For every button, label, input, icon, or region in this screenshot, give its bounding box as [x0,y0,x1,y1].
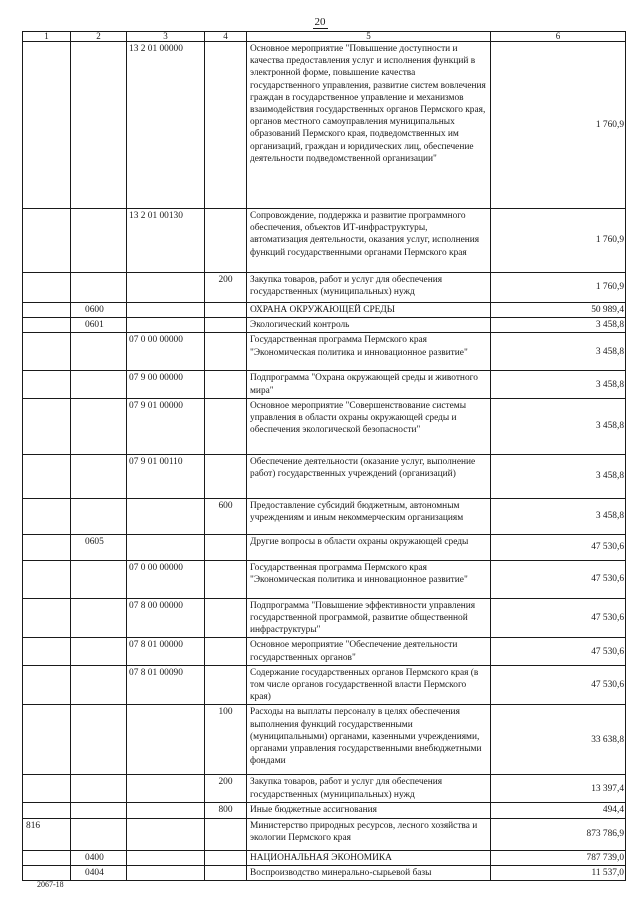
expense-type-cell: 200 [205,775,247,803]
expense-type-cell [205,598,247,638]
table-row [23,865,626,880]
amount-cell: 13 397,4 [491,775,626,803]
table-row [23,598,626,638]
description-cell: НАЦИОНАЛЬНАЯ ЭКОНОМИКА [247,850,491,865]
target-article-cell [127,534,205,560]
ministry-code-cell [23,333,71,371]
description-cell: Обеспечение деятельности (оказание услуг, выполнение работ) государственных учреждений (организаций) [247,454,491,498]
expense-type-cell [205,850,247,865]
table-row [23,775,626,803]
description-cell: Расходы на выплаты персоналу в целях обеспечения выполнения функций государственными (муниципальными) органами, казенными учреждениями, органами управления государственными внебюджетными фондами [247,705,491,775]
table-row [23,303,626,318]
amount-cell: 47 530,6 [491,665,626,705]
budget-table [22,31,626,881]
expense-type-cell [205,371,247,398]
description-cell: Закупка товаров, работ и услуг для обеспечения государственных (муниципальных) нужд [247,775,491,803]
description-cell: Другие вопросы в области охраны окружающей среды [247,534,491,560]
target-article-cell: 07 0 00 00000 [127,333,205,371]
description-cell: Министерство природных ресурсов, лесного хозяйства и экологии Пермского края [247,818,491,850]
section-code-cell [71,209,127,273]
expense-type-cell [205,209,247,273]
description-cell: Государственная программа Пермского края "Экономическая политика и инновационное развитие" [247,560,491,598]
section-code-cell: 0605 [71,534,127,560]
table-row [23,273,626,303]
expense-type-cell [205,318,247,333]
amount-cell: 3 458,8 [491,398,626,454]
amount-cell: 1 760,9 [491,42,626,209]
section-code-cell [71,333,127,371]
amount-cell: 1 760,9 [491,273,626,303]
table-row [23,318,626,333]
ministry-code-cell [23,705,71,775]
target-article-cell: 13 2 01 00000 [127,42,205,209]
table-row [23,333,626,371]
section-code-cell [71,42,127,209]
section-code-cell [71,803,127,818]
section-code-cell [71,560,127,598]
expense-type-cell [205,454,247,498]
table-row [23,534,626,560]
expense-type-cell: 600 [205,498,247,534]
ministry-code-cell [23,560,71,598]
target-article-cell: 07 9 00 00000 [127,371,205,398]
expense-type-cell: 800 [205,803,247,818]
amount-cell: 873 786,9 [491,818,626,850]
ministry-code-cell [23,273,71,303]
amount-cell: 1 760,9 [491,209,626,273]
section-code-cell [71,818,127,850]
amount-cell: 787 739,0 [491,850,626,865]
footer-code: 2067-18 [37,880,64,889]
amount-cell: 3 458,8 [491,371,626,398]
column-header: 2 [71,32,127,42]
description-cell: Государственная программа Пермского края "Экономическая политика и инновационное развитие" [247,333,491,371]
target-article-cell [127,705,205,775]
table-row [23,398,626,454]
description-cell: ОХРАНА ОКРУЖАЮЩЕЙ СРЕДЫ [247,303,491,318]
target-article-cell [127,303,205,318]
target-article-cell [127,775,205,803]
amount-cell: 47 530,6 [491,534,626,560]
ministry-code-cell: 816 [23,818,71,850]
target-article-cell [127,318,205,333]
table-row [23,638,626,665]
description-cell: Основное мероприятие "Совершенствование системы управления в области охраны окружающей среды и обеспечения экологической безопасности" [247,398,491,454]
amount-cell: 50 989,4 [491,303,626,318]
target-article-cell: 07 8 01 00090 [127,665,205,705]
ministry-code-cell [23,865,71,880]
ministry-code-cell [23,371,71,398]
target-article-cell: 07 8 00 00000 [127,598,205,638]
expense-type-cell [205,638,247,665]
description-cell: Содержание государственных органов Пермского края (в том числе органов государственной власти Пермского края) [247,665,491,705]
ministry-code-cell [23,850,71,865]
ministry-code-cell [23,638,71,665]
target-article-cell [127,865,205,880]
table-header-row [23,32,626,42]
section-code-cell [71,598,127,638]
description-cell: Подпрограмма "Повышение эффективности управления государственной программой, развитие общественной инфраструктуры" [247,598,491,638]
amount-cell: 494,4 [491,803,626,818]
page-number: 20 [314,16,326,28]
table-row [23,498,626,534]
amount-cell: 3 458,8 [491,318,626,333]
target-article-cell: 07 9 01 00110 [127,454,205,498]
table-row [23,454,626,498]
table-row [23,665,626,705]
section-code-cell [71,371,127,398]
description-cell: Подпрограмма "Охрана окружающей среды и животного мира" [247,371,491,398]
expense-type-cell [205,398,247,454]
section-code-cell [71,454,127,498]
section-code-cell [71,273,127,303]
ministry-code-cell [23,775,71,803]
table-row [23,850,626,865]
target-article-cell [127,850,205,865]
amount-cell: 47 530,6 [491,638,626,665]
ministry-code-cell [23,398,71,454]
section-code-cell [71,775,127,803]
description-cell: Воспроизводство минерально-сырьевой базы [247,865,491,880]
section-code-cell: 0601 [71,318,127,333]
target-article-cell [127,498,205,534]
ministry-code-cell [23,534,71,560]
target-article-cell [127,803,205,818]
expense-type-cell [205,818,247,850]
amount-cell: 33 638,8 [491,705,626,775]
section-code-cell: 0600 [71,303,127,318]
section-code-cell: 0404 [71,865,127,880]
amount-cell: 3 458,8 [491,454,626,498]
target-article-cell: 13 2 01 00130 [127,209,205,273]
table-row [23,371,626,398]
table-row [23,209,626,273]
table-row [23,803,626,818]
column-header: 5 [247,32,491,42]
section-code-cell [71,398,127,454]
description-cell: Иные бюджетные ассигнования [247,803,491,818]
ministry-code-cell [23,803,71,818]
ministry-code-cell [23,303,71,318]
section-code-cell [71,705,127,775]
ministry-code-cell [23,318,71,333]
expense-type-cell: 100 [205,705,247,775]
column-header: 6 [491,32,626,42]
amount-cell: 3 458,8 [491,498,626,534]
column-header: 4 [205,32,247,42]
description-cell: Экологический контроль [247,318,491,333]
ministry-code-cell [23,665,71,705]
target-article-cell [127,273,205,303]
ministry-code-cell [23,209,71,273]
expense-type-cell [205,665,247,705]
amount-cell: 47 530,6 [491,560,626,598]
section-code-cell [71,665,127,705]
amount-cell: 47 530,6 [491,598,626,638]
expense-type-cell [205,333,247,371]
section-code-cell: 0400 [71,850,127,865]
description-cell: Основное мероприятие "Повышение доступности и качества предоставления услуг и исполнения функций в электронной форме, повышение качества государственного управления, развитие систем вовлечения граждан в государственное управление и механизмов взаимодействия государственных органов Пермского края, органов местного самоуправления муниципальных образований Пермского края, подведомственных им организаций, граждан и юридических лиц, обеспечение деятельности подведомственной организации" [247,42,491,209]
description-cell: Закупка товаров, работ и услуг для обеспечения государственных (муниципальных) нужд [247,273,491,303]
expense-type-cell [205,42,247,209]
table-row [23,818,626,850]
column-header: 3 [127,32,205,42]
target-article-cell: 07 8 01 00000 [127,638,205,665]
description-cell: Основное мероприятие "Обеспечение деятельности государственных органов" [247,638,491,665]
table-row [23,42,626,209]
expense-type-cell [205,303,247,318]
amount-cell: 3 458,8 [491,333,626,371]
table-row [23,560,626,598]
ministry-code-cell [23,498,71,534]
description-cell: Предоставление субсидий бюджетным, автономным учреждениям и иным некоммерческим организациям [247,498,491,534]
expense-type-cell: 200 [205,273,247,303]
expense-type-cell [205,865,247,880]
target-article-cell: 07 9 01 00000 [127,398,205,454]
ministry-code-cell [23,42,71,209]
table-row [23,705,626,775]
expense-type-cell [205,560,247,598]
column-header: 1 [23,32,71,42]
target-article-cell: 07 0 00 00000 [127,560,205,598]
description-cell: Сопровождение, поддержка и развитие программного обеспечения, объектов ИТ-инфраструктуры, автоматизация деятельности, оказания услуг, исполнения функций государственными органами Пермского края [247,209,491,273]
ministry-code-cell [23,454,71,498]
section-code-cell [71,498,127,534]
section-code-cell [71,638,127,665]
expense-type-cell [205,534,247,560]
amount-cell: 11 537,0 [491,865,626,880]
target-article-cell [127,818,205,850]
ministry-code-cell [23,598,71,638]
